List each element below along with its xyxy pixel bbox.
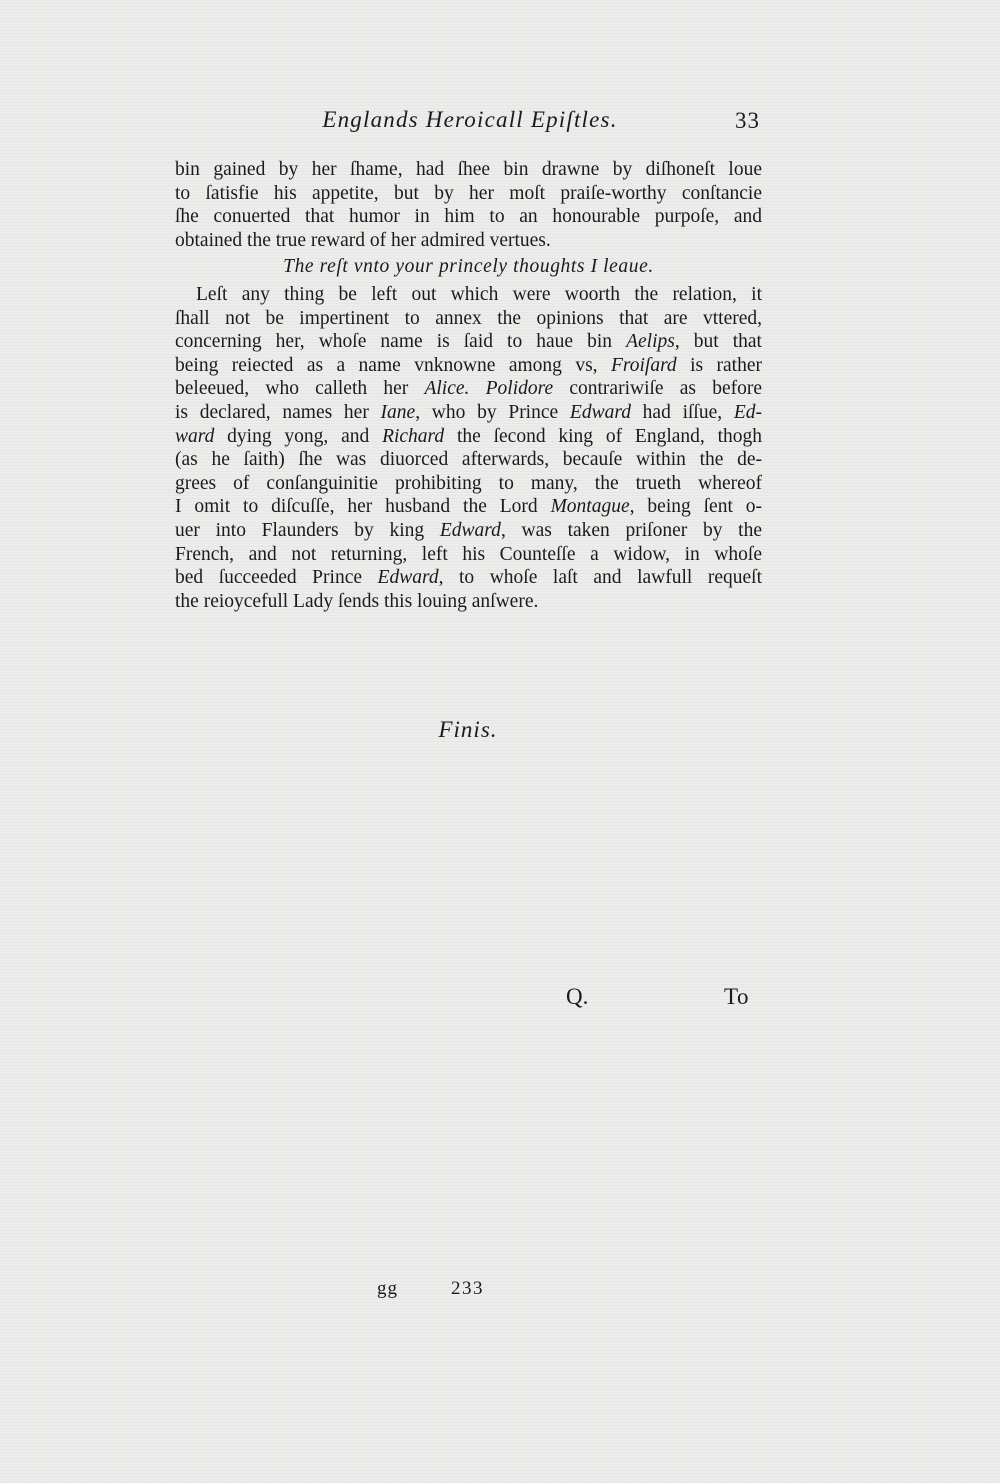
text-line (175, 377, 762, 401)
italic-name: Edward (569, 401, 631, 423)
italic-name: Edward (377, 567, 439, 589)
line-text: , but that (674, 331, 762, 353)
line-text: is rather (676, 354, 762, 376)
text-line (175, 448, 762, 472)
line-text: dying yong, and (214, 425, 383, 447)
italic-name: Iane (380, 401, 416, 423)
line-text: to ſatisfie his appetite, but by her moſt praiſe-worthy conſtancie (175, 182, 762, 204)
line-text: bed ſucceeded Prince (175, 567, 378, 589)
line-text: the reioycefull Lady ſends this louing anſwere. (175, 590, 539, 612)
line-text: French, and not returning, left his Counteſſe a widow, in whoſe (175, 543, 762, 565)
line-text: being reiected as a name vnknowne among vs, (175, 354, 611, 376)
line-text: , who by Prince (415, 401, 570, 423)
text-line (175, 495, 762, 519)
text-line (175, 401, 762, 425)
line-text: is declared, names her (175, 401, 381, 423)
line-text: the ſecond king of England, thogh (444, 425, 762, 447)
italic-name: Froiſard (610, 354, 677, 376)
text-line (175, 229, 762, 253)
text-line (175, 205, 762, 229)
text-line (175, 182, 762, 206)
text-line (175, 307, 762, 331)
line-text: , to whoſe laſt and lawfull requeſt (438, 567, 762, 589)
text-line (175, 425, 762, 449)
footer-mark: gg (377, 1278, 398, 1299)
line-text: uer into Flaunders by king (175, 519, 440, 541)
catchword: To (724, 984, 749, 1009)
line-text (469, 378, 485, 399)
line-text: , was taken priſoner by the (500, 519, 762, 541)
text-line (175, 330, 762, 354)
line-text: had iſſue, (630, 401, 734, 423)
line-text: Leſt any thing be left out which were woorth the relation, it (196, 284, 762, 305)
line-text: bin gained by her ſhame, had ſhee bin drawne by diſhoneſt loue (175, 159, 762, 180)
paragraph-1 (175, 158, 762, 252)
italic-name: Montague (550, 496, 630, 518)
text-line (175, 283, 762, 307)
line-text: ſhall not be impertinent to annex the opinions that are vttered, (175, 307, 762, 329)
running-title: Englands Heroicall Epiſtles. (322, 107, 618, 132)
verse-line: The reſt vnto your princely thoughts I leaue. (283, 256, 654, 277)
text-line (175, 472, 762, 496)
italic-name: Polidore (485, 378, 554, 400)
signature-mark: Q. (566, 984, 589, 1009)
text-line (175, 566, 762, 590)
line-text: contrariwiſe as before (553, 378, 762, 400)
line-text: concerning her, whoſe name is ſaid to haue bin (175, 331, 627, 353)
italic-name: Alice. (424, 378, 470, 400)
paragraph-2 (175, 283, 762, 613)
italic-name: Richard (382, 425, 445, 447)
footer-number: 233 (451, 1278, 484, 1299)
italic-name: Edward (439, 519, 501, 541)
line-text: , being ſent o- (629, 496, 762, 518)
text-line (175, 590, 762, 614)
italic-name: ward (175, 425, 215, 447)
line-text: obtained the true reward of her admired vertues. (175, 229, 551, 251)
line-text: ſhe conuerted that humor in him to an honourable purpoſe, and (175, 206, 762, 228)
text-line (175, 354, 762, 378)
line-text: (as he ſaith) ſhe was diuorced afterwards, becauſe within the de- (175, 449, 762, 471)
italic-name: Aelips (626, 331, 675, 353)
line-text: grees of conſanguinitie prohibiting to many, the trueth whereof (175, 472, 762, 494)
line-text: I omit to diſcuſſe, her husband the Lord (175, 496, 551, 518)
finis-mark: Finis. (438, 717, 498, 742)
text-line (175, 158, 762, 182)
page-number: 33 (735, 108, 760, 133)
text-line (175, 543, 762, 567)
text-line (175, 519, 762, 543)
italic-name: Ed- (733, 401, 762, 423)
line-text: beleeued, who calleth her (175, 378, 425, 400)
